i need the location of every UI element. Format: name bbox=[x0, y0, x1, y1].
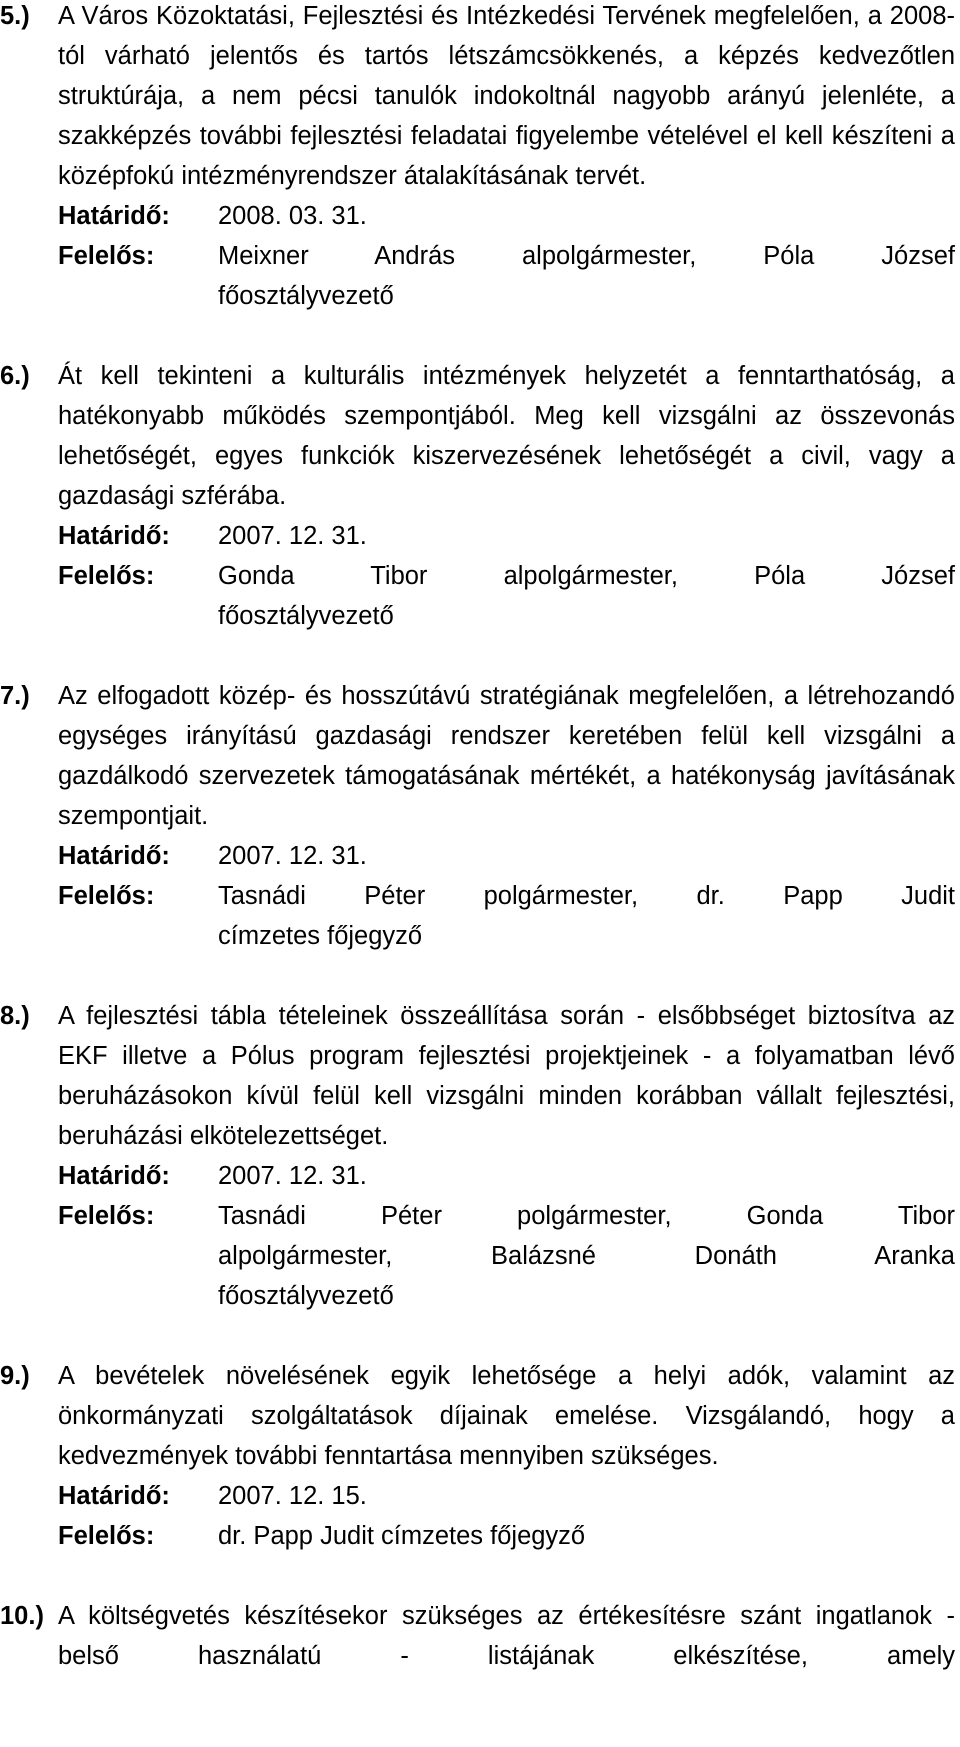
responsible-line: főosztályvezető bbox=[218, 282, 394, 310]
resolution-item-8 bbox=[0, 996, 955, 1316]
deadline-label: Határidő: bbox=[58, 842, 170, 870]
deadline-value: 2007. 12. 31. bbox=[218, 1162, 367, 1190]
deadline-row bbox=[58, 516, 955, 556]
responsible-row bbox=[58, 556, 955, 636]
item-number: 10.) bbox=[0, 1602, 44, 1630]
deadline-value: 2008. 03. 31. bbox=[218, 202, 367, 230]
responsible-row bbox=[58, 236, 955, 316]
item-number: 9.) bbox=[0, 1362, 30, 1390]
deadline-row bbox=[58, 1156, 955, 1196]
responsible-line: címzetes főjegyző bbox=[218, 922, 423, 950]
responsible-row bbox=[58, 876, 955, 956]
item-text: A költségvetés készítésekor szükséges az értékesítésre szánt ingatlanok - belső használatú - listájának elkészítése, amely bbox=[58, 1602, 955, 1670]
item-text: A fejlesztési tábla tételeinek összeállítása során - elsőbbséget biztosítva az EKF illetve a Pólus program fejlesztési projektjeinek - a folyamatban lévő beruházásokon kívül felül kell vizsgálni minden korábban vállalt fejlesztési, beruházási elkötelezettséget. bbox=[58, 1002, 955, 1150]
responsible-label: Felelős: bbox=[58, 562, 155, 590]
resolution-item-7 bbox=[0, 676, 955, 956]
deadline-row bbox=[58, 836, 955, 876]
deadline-value: 2007. 12. 15. bbox=[218, 1482, 367, 1510]
resolution-item-5 bbox=[0, 0, 955, 316]
responsible-line: alpolgármester, Balázsné Donáth Aranka bbox=[218, 1242, 955, 1270]
deadline-row bbox=[58, 196, 955, 236]
item-text: A Város Közoktatási, Fejlesztési és Intézkedési Tervének megfelelően, a 2008-tól várható jelentős és tartós létszámcsökkenés, a képzés kedvezőtlen struktúrája, a nem pécsi tanulók indokoltnál nagyobb arányú jelenléte, a szakképzés további fejlesztési feladatai figyelembe vételével el kell készíteni a középfokú intézményrendszer átalakításának tervét. bbox=[58, 2, 955, 190]
responsible-line: Meixner András alpolgármester, Póla József bbox=[218, 242, 955, 270]
item-number: 8.) bbox=[0, 1002, 30, 1030]
responsible-label: Felelős: bbox=[58, 1522, 155, 1550]
item-text: Az elfogadott közép- és hosszútávú stratégiának megfelelően, a létrehozandó egységes irányítású gazdasági rendszer keretében felül kell vizsgálni a gazdálkodó szervezetek támogatásának mértékét, a hatékonyság javításának szempontjait. bbox=[58, 682, 955, 830]
item-number: 7.) bbox=[0, 682, 30, 710]
responsible-label: Felelős: bbox=[58, 882, 155, 910]
deadline-row bbox=[58, 1476, 955, 1516]
responsible-label: Felelős: bbox=[58, 242, 155, 270]
item-number: 5.) bbox=[0, 2, 30, 30]
deadline-label: Határidő: bbox=[58, 1482, 170, 1510]
resolution-item-6 bbox=[0, 356, 955, 636]
item-text: Át kell tekinteni a kulturális intézmények helyzetét a fenntarthatóság, a hatékonyabb működés szempontjából. Meg kell vizsgálni az összevonás lehetőségét, egyes funkciók kiszervezésének lehetőségét a civil, vagy a gazdasági szférába. bbox=[58, 362, 955, 510]
responsible-line: dr. Papp Judit címzetes főjegyző bbox=[218, 1522, 586, 1550]
deadline-value: 2007. 12. 31. bbox=[218, 842, 367, 870]
deadline-label: Határidő: bbox=[58, 522, 170, 550]
deadline-value: 2007. 12. 31. bbox=[218, 522, 367, 550]
responsible-row bbox=[58, 1196, 955, 1316]
item-number: 6.) bbox=[0, 362, 30, 390]
responsible-label: Felelős: bbox=[58, 1202, 155, 1230]
deadline-label: Határidő: bbox=[58, 1162, 170, 1190]
responsible-row bbox=[58, 1516, 955, 1556]
deadline-label: Határidő: bbox=[58, 202, 170, 230]
resolution-item-10 bbox=[0, 1596, 955, 1676]
responsible-line: főosztályvezető bbox=[218, 602, 394, 630]
resolution-item-9 bbox=[0, 1356, 955, 1556]
responsible-line: főosztályvezető bbox=[218, 1282, 394, 1310]
responsible-line: Tasnádi Péter polgármester, dr. Papp Judit bbox=[218, 882, 955, 910]
responsible-line: Tasnádi Péter polgármester, Gonda Tibor bbox=[218, 1202, 955, 1230]
responsible-line: Gonda Tibor alpolgármester, Póla József bbox=[218, 562, 955, 590]
item-text: A bevételek növelésének egyik lehetősége a helyi adók, valamint az önkormányzati szolgáltatások díjainak emelése. Vizsgálandó, hogy a kedvezmények további fenntartása mennyiben szükséges. bbox=[58, 1362, 955, 1470]
